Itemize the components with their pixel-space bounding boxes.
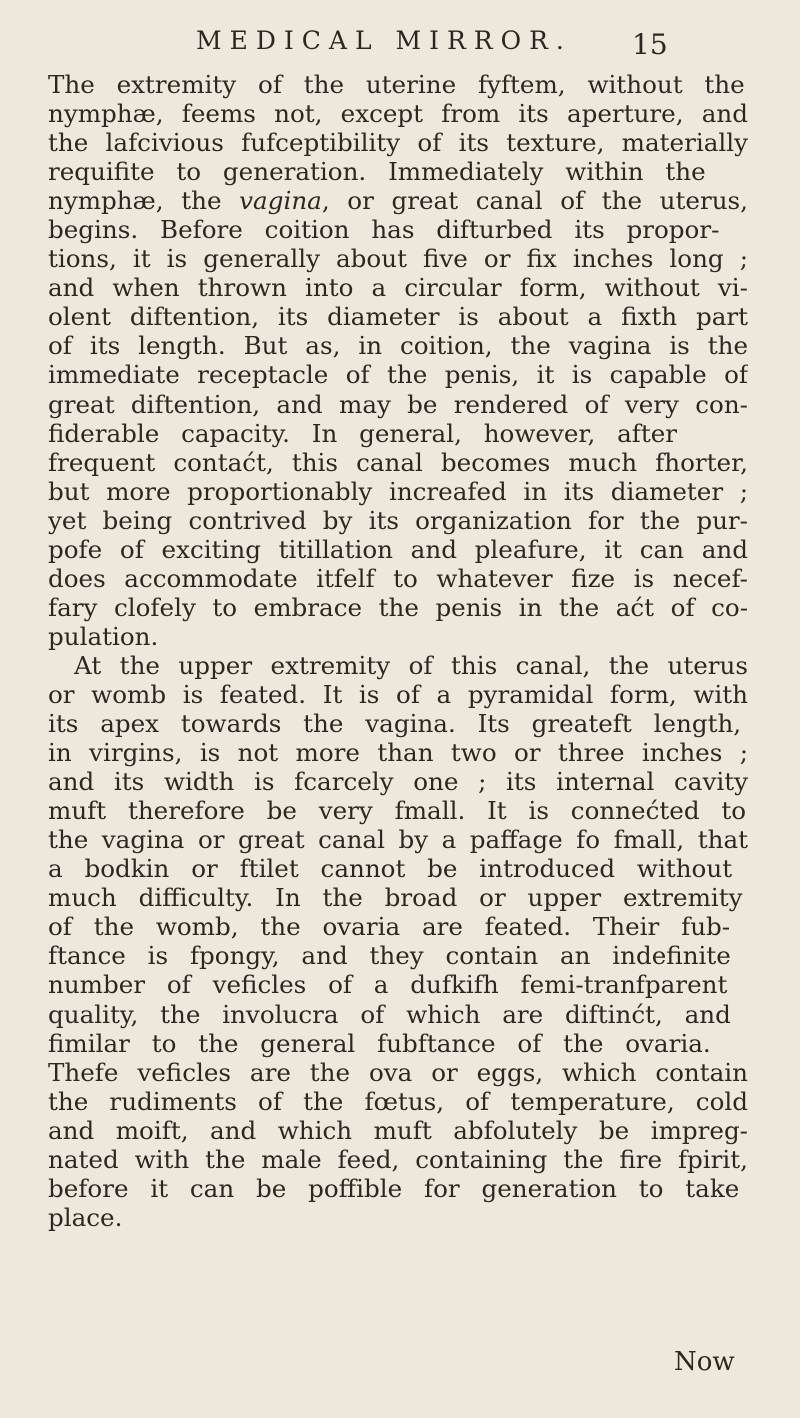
text-line: nated with the male feed, containing the fire fpirit, [48, 1144, 748, 1174]
text-line: of the womb, the ovaria are feated. Their fub- [48, 912, 731, 942]
text-line: and when thrown into a circular form, without vi- [48, 273, 748, 303]
text-line: place. [48, 1202, 123, 1232]
text-line: requifite to generation. Immediately within the [48, 157, 706, 187]
text-line: great diftention, and may be rendered of very con- [48, 389, 748, 419]
text-line: muft therefore be very fmall. It is connećted to [48, 796, 747, 826]
text-line: pofe of exciting titillation and pleafure, it can and [48, 534, 748, 564]
running-head [0, 26, 800, 66]
text-line: its apex towards the vagina. Its greateft length, [48, 709, 742, 739]
text-line: number of veficles of a dufkifh femi-tranfparent [48, 970, 728, 1000]
text-line: The extremity of the uterine fyftem, without the [48, 70, 745, 99]
body-text [48, 70, 748, 1232]
text-line: in virgins, is not more than two or three inches ; [48, 738, 748, 768]
text-line: and its width is fcarcely one ; its internal cavity [48, 767, 748, 797]
text-line: and moift, and which muft abfolutely be impreg- [48, 1115, 748, 1145]
text-line: immediate receptacle of the penis, it is capable of [48, 360, 748, 390]
text-line: ftance is fpongy, and they contain an indefinite [48, 941, 731, 971]
text-line: before it can be poffible for generation to take [48, 1173, 740, 1203]
text-line: the rudiments of the fœtus, of temperature, cold [48, 1086, 748, 1116]
text-line: the lafcivious fufceptibility of its texture, materially [48, 128, 748, 158]
text-line: pulation. [48, 621, 159, 651]
catchword: Now [674, 1347, 735, 1377]
text-line: fimilar to the general fubftance of the ovaria. [48, 1028, 711, 1058]
text-line: nymphæ, the vagina, or great canal of the uterus, [48, 186, 748, 216]
text-line: of its length. But as, in coition, the vagina is the [48, 331, 748, 361]
text-line: frequent contaćt, this canal becomes much fhorter, [48, 447, 748, 477]
text-line: or womb is feated. It is of a pyramidal form, with [48, 679, 748, 709]
text-line: nymphæ, feems not, except from its aperture, and [48, 99, 748, 129]
text-line: yet being contrived by its organization for the pur- [48, 505, 748, 535]
text-line: does accommodate itfelf to whatever fize is necef- [48, 563, 748, 593]
text-line: quality, the involucra of which are diftinćt, and [48, 999, 731, 1029]
text-line: a bodkin or ftilet cannot be introduced without [48, 854, 733, 884]
text-line: begins. Before coition has difturbed its propor- [48, 215, 720, 245]
text-line: olent diftention, its diameter is about a fixth part [48, 302, 748, 332]
text-line: much difficulty. In the broad or upper extremity [48, 883, 743, 913]
running-title: MEDICAL MIRROR. [196, 26, 572, 55]
text-line: Thefe veficles are the ova or eggs, which contain [48, 1057, 748, 1087]
text-line: the vagina or great canal by a paffage fo fmall, that [48, 825, 748, 855]
text-line: but more proportionably increafed in its diameter ; [48, 476, 748, 506]
text-line: fary clofely to embrace the penis in the aćt of co- [48, 592, 748, 622]
text-line: At the upper extremity of this canal, the uterus [74, 650, 748, 680]
page-number: 15 [632, 28, 668, 61]
text-line: fiderable capacity. In general, however, after [48, 418, 678, 448]
text-line: tions, it is generally about five or fix inches long ; [48, 244, 748, 274]
